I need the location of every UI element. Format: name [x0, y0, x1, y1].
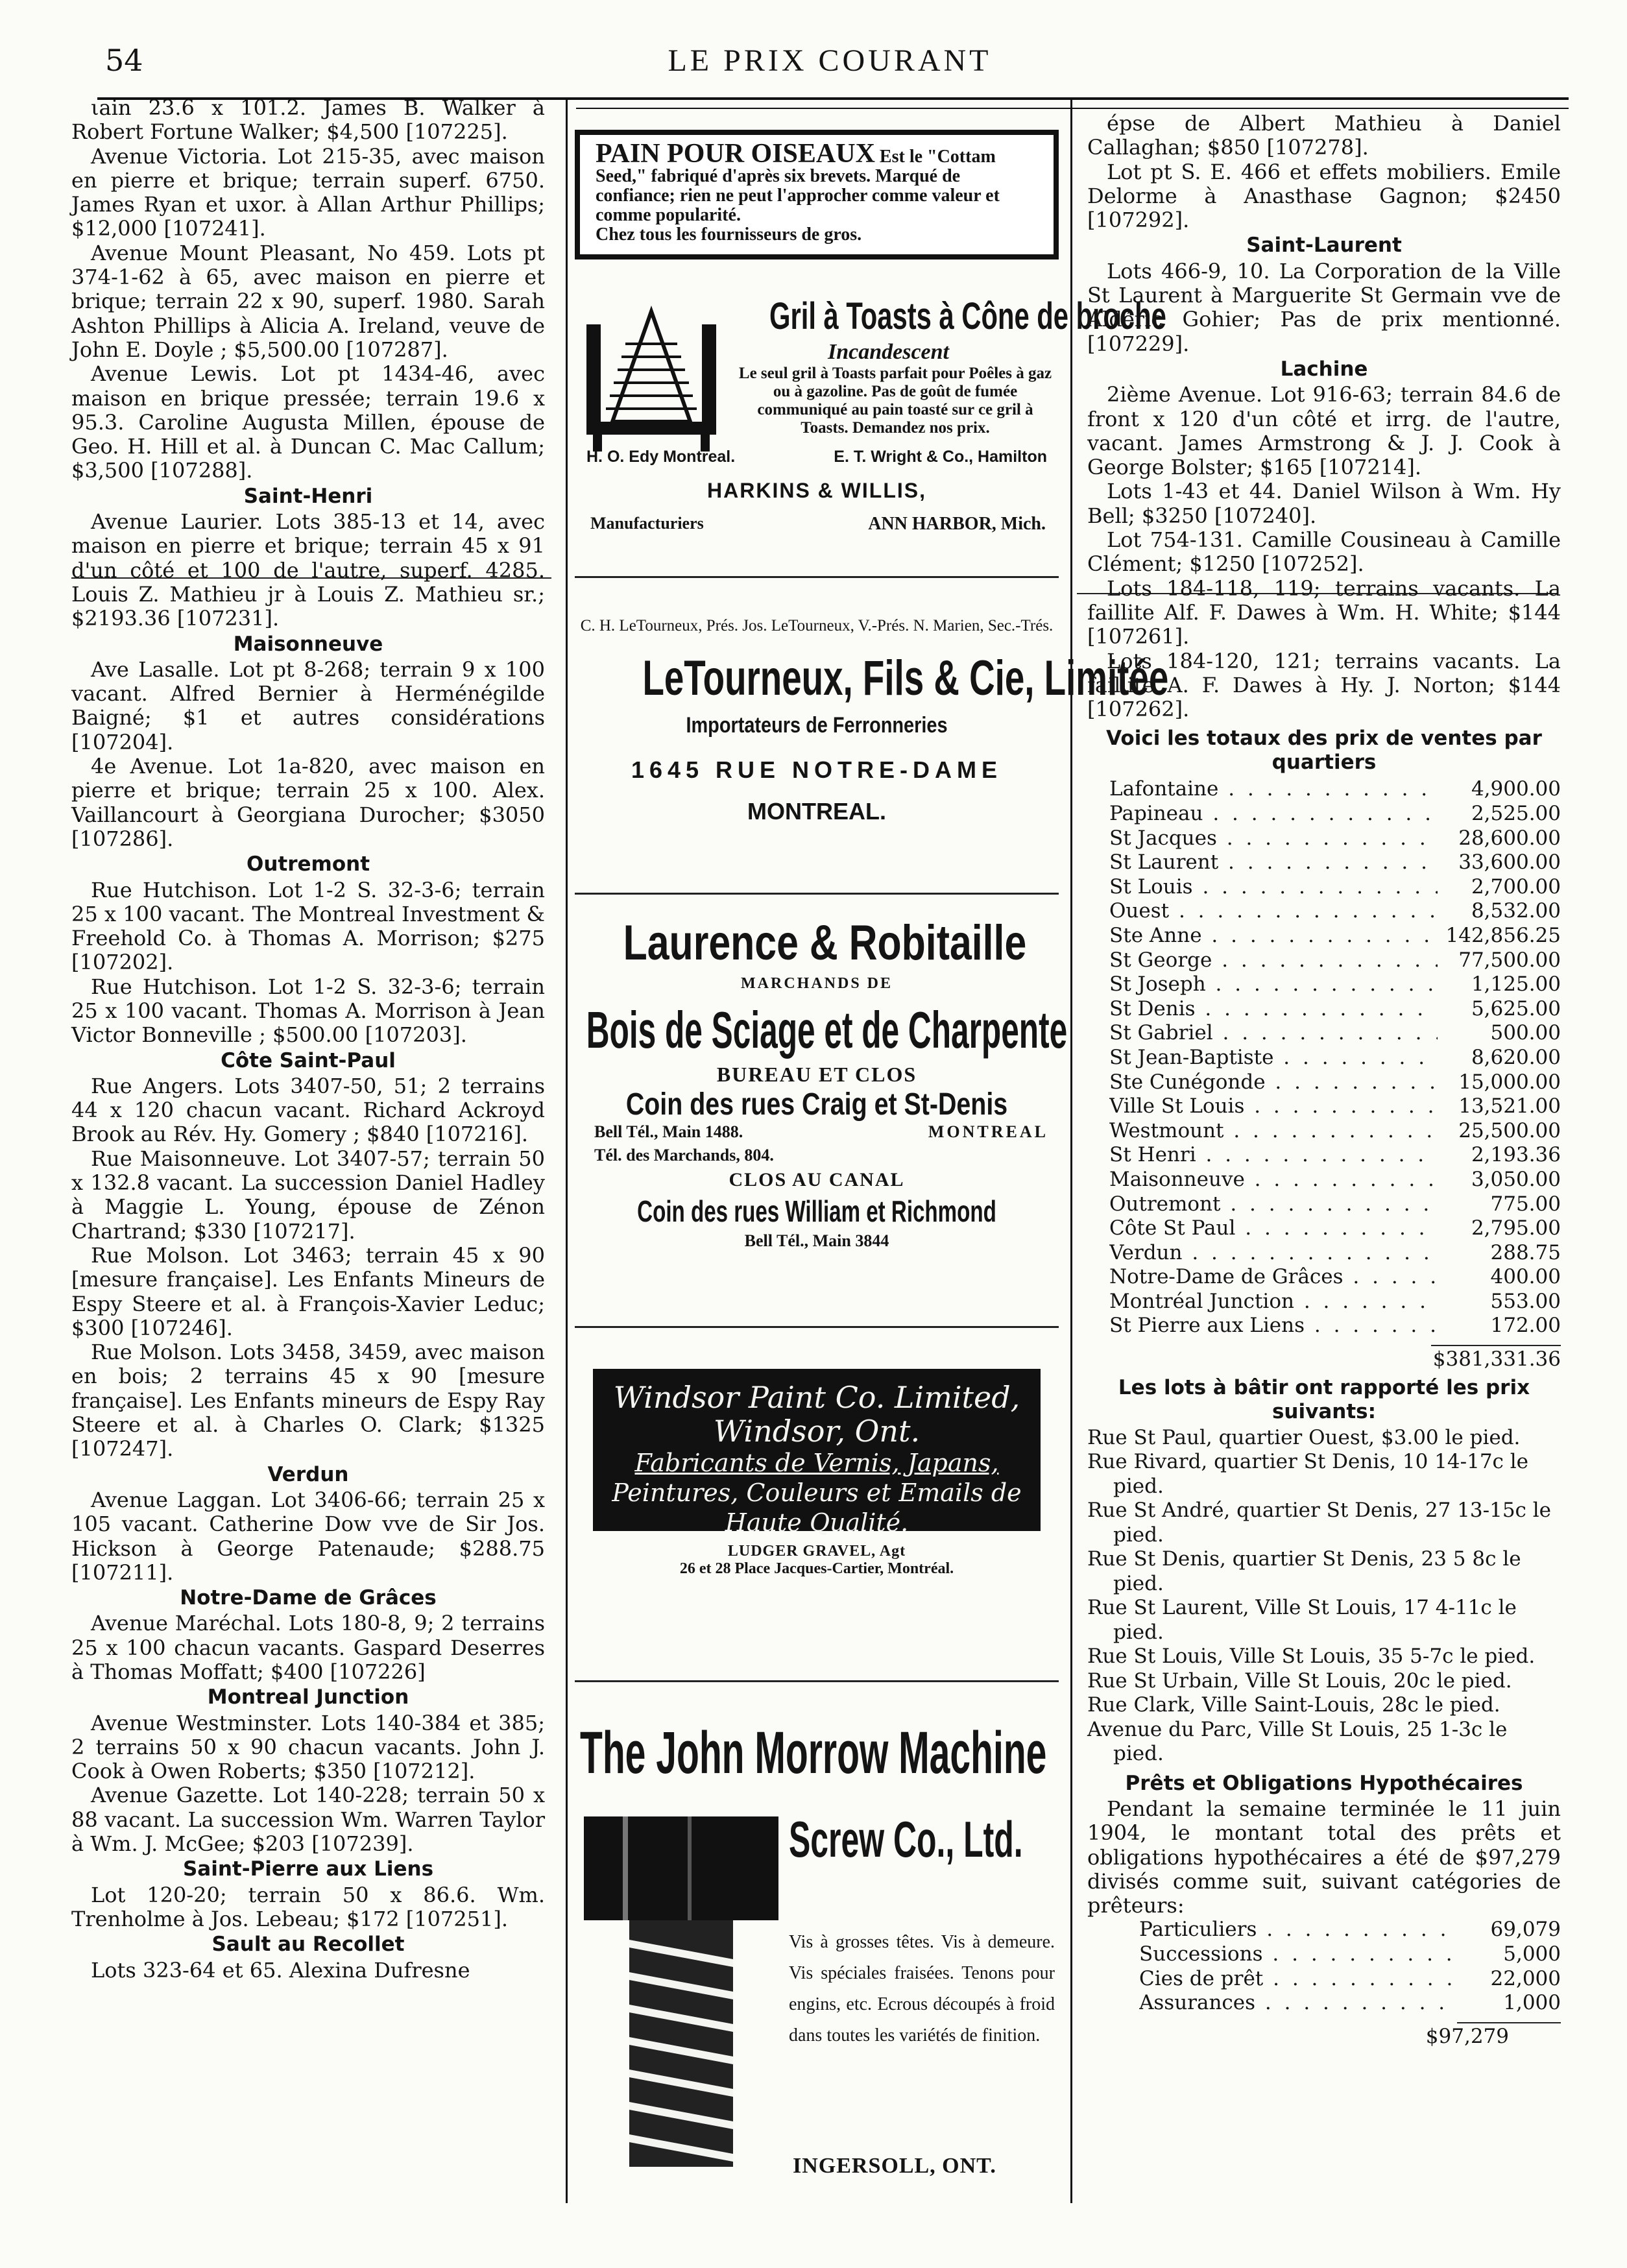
quarter-name: Ouest . . .: [1109, 899, 1438, 924]
section-heading: Lachine: [1280, 357, 1368, 381]
grill-title: Gril à Toasts à Cône de broche: [769, 295, 1166, 337]
article-paragraph: Rue Angers. Lots 3407-50, 51; 2 terrains 44 x 120 chacun vacant. Richard Ackroyd Brook au Rév. Hy. Gomery ; $840 [107216].: [71, 1073, 545, 1147]
totals-row: [1087, 997, 1561, 1022]
laurence-tel-3: Bell Tél., Main 3844: [744, 1231, 889, 1250]
lender-amount: 5,000: [1503, 1942, 1561, 1966]
quarter-name: Westmount . . .: [1109, 1119, 1438, 1144]
totals-row: [1087, 802, 1561, 826]
article-paragraph: Avenue Westminster. Lots 140-384 et 385; 2 terrains 50 x 90 chacun vacants. John J. Cook à Owen Roberts; $350 [107212].: [71, 1710, 545, 1784]
quarter-value: 5,625.00: [1471, 996, 1561, 1020]
quarter-name: St Louis . . .: [1109, 875, 1438, 900]
section-heading: Notre-Dame de Grâces: [180, 1586, 437, 1610]
lender-category: Successions . . .: [1139, 1942, 1457, 1967]
quarter-value: 775.00: [1490, 1192, 1561, 1216]
totals-row: [1087, 1192, 1561, 1217]
totals-row: [1087, 826, 1561, 851]
quarter-value: 400.00: [1490, 1265, 1561, 1289]
quarter-name: Montréal Junction . . .: [1109, 1290, 1438, 1314]
totals-sum: $381,331.36: [1432, 1347, 1561, 1371]
section-heading: Saint-Pierre aux Liens: [182, 1857, 434, 1881]
quarter-name: St George . . .: [1109, 948, 1438, 973]
birdseed-text: PAIN POUR OISEAUX Est le "Cottam Seed," fabriqué d'après six brevets. Marqué de confiance; rien ne peut l'approcher comme valeur et comme popularité.: [596, 139, 1000, 225]
quarter-name: St Joseph . . .: [1109, 972, 1438, 997]
birdseed-suppliers: Chez tous les fournisseurs de gros.: [596, 224, 862, 245]
letourneux-address: 1645 RUE NOTRE-DAME: [631, 756, 1003, 783]
totals-row: [1087, 1070, 1561, 1095]
quarter-value: 2,193.36: [1471, 1143, 1561, 1167]
windsor-line-5: Haute Qualité.: [725, 1508, 909, 1537]
lot-price-row: Avenue du Parc, Ville St Louis, 25 1-3c le pied.: [1087, 1717, 1508, 1766]
lender-category: Assurances . . .: [1139, 1991, 1457, 2016]
grill-description: Le seul gril à Toasts parfait pour Poêles à gaz ou à gazoline. Pas de goût de fumée communiqué au pain toasté sur ce gril à Toasts. Demandez nos prix.: [738, 365, 1052, 437]
section-heading: Outremont: [246, 852, 370, 876]
totals-row: [1087, 1314, 1561, 1338]
letourneux-officers: C. H. LeTourneux, Prés. Jos. LeTourneux, V.-Prés. N. Marien, Sec.-Trés.: [580, 617, 1054, 634]
article-paragraph: Ave Lasalle. Lot pt 8-268; terrain 9 x 100 vacant. Alfred Bernier à Herménégilde Baigné; $1 et autres considérations [107204].: [71, 657, 545, 754]
grill-manufacturers-label: Manufacturiers: [590, 514, 704, 533]
quarter-value: 2,525.00: [1471, 802, 1561, 826]
grill-firm: HARKINS & WILLIS,: [707, 479, 926, 502]
quarter-value: 28,600.00: [1458, 826, 1561, 850]
right-article-column: [1087, 112, 1561, 2049]
lot-price-row: Rue St Laurent, Ville St Louis, 17 4-11c le pied.: [1087, 1596, 1517, 1644]
windsor-agent: LUDGER GRAVEL, Agt: [727, 1543, 906, 1560]
quarter-value: 500.00: [1490, 1021, 1561, 1045]
totals-row: [1087, 1143, 1561, 1168]
lot-price-row: Rue Clark, Ville Saint-Louis, 28c le pied.: [1087, 1693, 1500, 1717]
article-paragraph: Rue Molson. Lot 3463; terrain 45 x 90 [mesure française]. Les Enfants Mineurs de Espy Steere et al. à François-Xavier Leduc; $300 [107246].: [71, 1242, 545, 1340]
lender-category: Cies de prêt . . .: [1139, 1967, 1457, 1992]
article-paragraph: ιain 23.6 x 101.2. James B. Walker à Robert Fortune Walker; $4,500 [107225].: [71, 95, 545, 145]
windsor-line-4: Peintures, Couleurs et Emails de: [612, 1478, 1022, 1507]
windsor-banner: [593, 1369, 1041, 1537]
lender-amount: 22,000: [1490, 1966, 1561, 1990]
article-paragraph: 4e Avenue. Lot 1a-820, avec maison en pierre et brique; terrain 25 x 100. Alex. Vaillancourt à Georgiana Durocher; $3050 [107286].: [71, 754, 545, 851]
quarter-value: 25,500.00: [1458, 1118, 1561, 1142]
quarter-name: Côte St Paul . . .: [1109, 1216, 1438, 1241]
article-paragraph: Lots 184-118, 119; terrains vacants. La faillite Alf. F. Dawes à Wm. H. White; $144 [107261].: [1087, 575, 1561, 649]
quarter-value: 4,900.00: [1471, 777, 1561, 801]
page-number: 54: [105, 43, 143, 78]
page-header: [97, 38, 1562, 90]
article-paragraph: Avenue Laggan. Lot 3406-66; terrain 25 x 105 vacant. Catherine Dow vve de Sir Jos. Hickson à George Patenaude; $288.75 [107211].: [71, 1487, 545, 1585]
laurence-tel-1: Bell Tél., Main 1488.: [594, 1122, 743, 1141]
totals-row: [1087, 875, 1561, 900]
windsor-line-1: Windsor Paint Co. Limited,: [613, 1380, 1020, 1415]
lender-amount: 1,000: [1503, 1991, 1561, 2015]
section-heading: Verdun: [267, 1462, 349, 1486]
totals-row: [1087, 924, 1561, 948]
quarter-value: 142,856.25: [1445, 923, 1561, 947]
ad-john-morrow: [575, 1719, 1059, 2186]
totals-row: [1087, 1021, 1561, 1046]
header-rule-secondary: [576, 108, 1569, 109]
quarter-value: 553.00: [1490, 1289, 1561, 1313]
article-paragraph: Avenue Mount Pleasant, No 459. Lots pt 374-1-62 à 65, avec maison en pierre et brique; terrain 22 x 90, superf. 1980. Sarah Ashton Phillips à Alicia A. Ireland, veuve de John E. Doyle ; $5,500.00 [107287].: [71, 240, 545, 362]
quarter-name: Ville St Louis . . .: [1109, 1094, 1438, 1119]
laurence-bureau: BUREAU ET CLOS: [716, 1063, 917, 1086]
windsor-line-3: Fabricants de Vernis, Japans,: [634, 1449, 999, 1477]
lot-price-row: Rue Rivard, quartier St Denis, 10 14-17c le pied.: [1087, 1450, 1529, 1498]
windsor-address: 26 et 28 Place Jacques-Cartier, Montréal.: [679, 1560, 954, 1577]
quarter-name: Lafontaine . . .: [1109, 777, 1438, 802]
lot-price-row: Rue St Louis, Ville St Louis, 35 5-7c le pied.: [1087, 1645, 1536, 1669]
loans-table: [1087, 1918, 1561, 2015]
page-title: LE PRIX COURANT: [668, 43, 992, 78]
lender-amount: 69,079: [1490, 1918, 1561, 1942]
totals-row: [1087, 1265, 1561, 1290]
section-heading: Montreal Junction: [207, 1685, 409, 1709]
quarter-name: Ste Cunégonde . . .: [1109, 1070, 1438, 1095]
ad-separator: [575, 893, 1059, 895]
screw-bolt-icon: [584, 1810, 778, 2173]
totals-row: [1087, 850, 1561, 875]
article-paragraph: Lots 1-43 et 44. Daniel Wilson à Wm. Hy Bell; $3250 [107240].: [1087, 479, 1561, 528]
lots-list: [1087, 1426, 1561, 1767]
article-paragraph: Avenue Victoria. Lot 215-35, avec maison en pierre et brique; terrain superf. 6750. James Ryan et uxor. à Allan Arthur Phillips; $12,000 [107241].: [71, 143, 545, 241]
quarter-value: 8,620.00: [1471, 1045, 1561, 1069]
totals-heading: Voici les totaux des prix de ventes par quartiers: [1106, 727, 1542, 775]
quarter-value: 77,500.00: [1458, 948, 1561, 972]
article-paragraph: Avenue Maréchal. Lots 180-8, 9; 2 terrains 25 x 100 chacun vacants. Gaspard Deserres à Thomas Moffatt; $400 [107226]: [71, 1611, 545, 1684]
quarter-value: 33,600.00: [1458, 850, 1561, 875]
article-paragraph: Lot 120-20; terrain 50 x 86.6. Wm. Trenholme à Jos. Lebeau; $172 [107251].: [71, 1882, 545, 1931]
laurence-trade: MARCHANDS DE: [741, 975, 893, 992]
totals-row: [1087, 777, 1561, 802]
morrow-title: The John Morrow Machine: [580, 1720, 1047, 1786]
totals-row: [1087, 972, 1561, 997]
loan-row: [1087, 1991, 1561, 2016]
article-paragraph: Lot pt S. E. 466 et effets mobiliers. Emile Delorme à Anasthase Gagnon; $2450 [107292].: [1087, 159, 1561, 233]
section-heading: Sault au Recollet: [211, 1933, 405, 1957]
quarter-name: St Denis . . .: [1109, 997, 1438, 1022]
quarter-value: 13,521.00: [1458, 1094, 1561, 1118]
morrow-title-2: Screw Co., Ltd.: [789, 1811, 1023, 1868]
quarter-value: 2,700.00: [1471, 875, 1561, 899]
quarter-name: Notre-Dame de Grâces . . .: [1109, 1265, 1438, 1290]
laurence-clos: CLOS AU CANAL: [729, 1169, 905, 1190]
article-paragraph: Lots 466-9, 10. La Corporation de la Ville St Laurent à Marguerite St Germain vve de Aldéric Gohier; Pas de prix mentionné. [107229].: [1087, 258, 1561, 356]
grill-agent-hamilton: E. T. Wright & Co., Hamilton: [834, 448, 1047, 466]
quarter-value: 2,795.00: [1471, 1216, 1561, 1240]
article-paragraph: 2ième Avenue. Lot 916-63; terrain 84.6 de front x 120 d'un côté et irrg. de l'autre, vacant. James Armstrong & J. J. Cook à George Bolster; $165 [107214].: [1087, 382, 1561, 480]
quarter-name: Papineau . . .: [1109, 802, 1438, 826]
quarter-name: St Henri . . .: [1109, 1143, 1438, 1168]
letourneux-firm: LeTourneux, Fils & Cie, Limitée: [642, 651, 1169, 706]
loan-row: [1087, 1918, 1561, 1942]
morrow-city: INGERSOLL, ONT.: [793, 2154, 996, 2178]
article-paragraph: Lots 323-64 et 65. Alexina Dufresne: [91, 1957, 470, 1983]
quarter-value: 15,000.00: [1458, 1070, 1561, 1094]
section-heading: Saint-Henri: [243, 484, 373, 508]
quarter-name: Maisonneuve . . .: [1109, 1168, 1438, 1192]
section-heading: Saint-Laurent: [1246, 234, 1402, 258]
ad-laurence-robitaille: [575, 915, 1068, 1317]
lot-price-row: Rue St Urbain, Ville St Louis, 20c le pied.: [1087, 1669, 1512, 1693]
totals-row: [1087, 1290, 1561, 1314]
lot-price-row: Rue St Paul, quartier Ouest, $3.00 le pied.: [1087, 1425, 1521, 1449]
quarter-name: Ste Anne . . .: [1109, 924, 1438, 948]
section-heading: Côte Saint-Paul: [221, 1048, 396, 1072]
quarter-name: St Pierre aux Liens . . .: [1109, 1314, 1438, 1338]
totals-table: [1087, 777, 1561, 1338]
article-paragraph: Avenue Laurier. Lots 385-13 et 14, avec maison en pierre et brique; terrain 45 x 91 d'un côté et 100 de l'autre, superf. 4285. Louis Z. Mathieu jr à Louis Z. Mathieu sr.; $2193.36 [107231].: [71, 509, 545, 631]
loans-heading: Prêts et Obligations Hypothécaires: [1125, 1771, 1523, 1795]
windsor-line-2: Windsor, Ont.: [713, 1414, 921, 1449]
article-paragraph: épse de Albert Mathieu à Daniel Callaghan; $850 [107278].: [1087, 111, 1561, 160]
grill-icon: [586, 298, 716, 454]
totals-row: [1087, 1119, 1561, 1144]
ad-windsor-paint: [575, 1369, 1059, 1602]
lot-price-row: Rue St André, quartier St Denis, 27 13-15c le pied.: [1087, 1499, 1552, 1547]
left-article-column: [71, 96, 545, 1983]
grill-city: ANN HARBOR, Mich.: [868, 514, 1046, 534]
laurence-tel-2: Tél. des Marchands, 804.: [594, 1146, 774, 1164]
totals-row: [1087, 899, 1561, 924]
article-paragraph: Lot 754-131. Camille Cousineau à Camille Clément; $1250 [107252].: [1087, 527, 1561, 577]
laurence-corner-2: Coin des rues William et Richmond: [637, 1194, 996, 1228]
quarter-name: Verdun . . .: [1109, 1241, 1438, 1266]
loan-row: [1087, 1942, 1561, 1967]
quarter-name: St Gabriel . . .: [1109, 1021, 1438, 1046]
laurence-corner-1: Coin des rues Craig et St-Denis: [625, 1087, 1008, 1122]
lots-heading: Les lots à bâtir ont rapporté les prix suivants:: [1118, 1376, 1530, 1424]
quarter-value: 172.00: [1490, 1314, 1561, 1338]
letourneux-city: MONTREAL.: [747, 798, 886, 825]
article-paragraph: Avenue Gazette. Lot 140-228; terrain 50 x 88 vacant. La succession Wm. Warren Taylor à Wm. J. McGee; $203 [107239].: [71, 1783, 545, 1857]
column-divider-left: [566, 97, 568, 2203]
ad-bird-seed: [575, 130, 1059, 259]
quarter-value: 288.75: [1490, 1240, 1561, 1264]
ad-toast-grill: [575, 285, 1166, 538]
lender-category: Particuliers . . .: [1139, 1918, 1457, 1942]
quarter-name: St Laurent . . .: [1109, 850, 1438, 875]
laurence-goods: Bois de Sciage et de Charpente: [586, 1001, 1068, 1059]
totals-row: [1087, 1168, 1561, 1192]
lot-price-row: Rue St Denis, quartier St Denis, 23 5 8c le pied.: [1087, 1547, 1521, 1595]
totals-row: [1087, 948, 1561, 973]
right-articles: [1087, 112, 1561, 721]
article-paragraph: Rue Hutchison. Lot 1-2 S. 32-3-6; terrain 25 x 100 vacant. The Montreal Investment & Freehold Co. à Thomas A. Morrison; $275 [107202].: [71, 877, 545, 975]
totals-row: [1087, 1094, 1561, 1119]
ad-separator: [575, 1680, 1059, 1682]
article-paragraph: Rue Hutchison. Lot 1-2 S. 32-3-6; terrain 25 x 100 vacant. Thomas A. Morrison à Jean Victor Bonneville ; $500.00 [107203].: [71, 974, 545, 1048]
quarter-value: 1,125.00: [1471, 972, 1561, 996]
ad-separator: [575, 576, 1059, 578]
laurence-firm: Laurence & Robitaille: [623, 915, 1027, 971]
article-paragraph: Avenue Lewis. Lot pt 1434-46, avec maison en brique pressée; terrain 19.6 x 95.3. Caroline Augusta Millen, épouse de Geo. H. Hill et al. à Duncan C. Mac Callum; $3,500 [107288].: [71, 361, 545, 483]
quarter-value: 3,050.00: [1471, 1167, 1561, 1191]
quarter-name: Outremont . . .: [1109, 1192, 1438, 1217]
totals-row: [1087, 1216, 1561, 1241]
article-paragraph: Rue Maisonneuve. Lot 3407-57; terrain 50 x 132.8 vacant. La succession Daniel Hadley à Maggie L. Young, épouse de Zénon Chartrand; $330 [107217].: [71, 1146, 545, 1244]
quarter-value: 8,532.00: [1471, 899, 1561, 923]
laurence-city: MONTREAL: [928, 1122, 1048, 1141]
quarter-name: St Jacques . . .: [1109, 826, 1438, 851]
article-paragraph: Lots 184-120, 121; terrains vacants. La faillite A. F. Dawes à Hy. J. Norton; $144 [107262].: [1087, 648, 1561, 722]
loans-intro: Pendant la semaine terminée le 11 juin 1904, le montant total des prêts et obligations hypothécaires a été de $97,279 divisés comme suit, suivant catégories de prêteurs:: [1087, 1796, 1561, 1918]
grill-subtitle: Incandescent: [828, 340, 949, 364]
letourneux-trade: Importateurs de Ferronneries: [686, 713, 948, 738]
ad-separator: [575, 1326, 1059, 1328]
loans-sum: $97,279: [1425, 2024, 1509, 2048]
totals-row: [1087, 1046, 1561, 1070]
totals-row: [1087, 1241, 1561, 1266]
column-divider-right: [1070, 97, 1072, 2203]
loan-row: [1087, 1967, 1561, 1992]
morrow-description: Vis à grosses têtes. Vis à demeure. Vis spéciales fraisées. Tenons pour engins, etc. Ecrous découpés à froid dans toutes les variétés de finition.: [789, 1932, 1055, 2045]
quarter-name: St Jean-Baptiste . . .: [1109, 1046, 1438, 1070]
section-heading: Maisonneuve: [233, 632, 383, 656]
grill-agent-montreal: H. O. Edy Montreal.: [586, 448, 736, 466]
article-paragraph: Rue Molson. Lots 3458, 3459, avec maison en bois; 2 terrains 45 x 90 [mesure française]. Les Enfants mineurs de Espy Ray Steere et al. à Charles O. Clark; $1325 [107247].: [71, 1340, 545, 1462]
